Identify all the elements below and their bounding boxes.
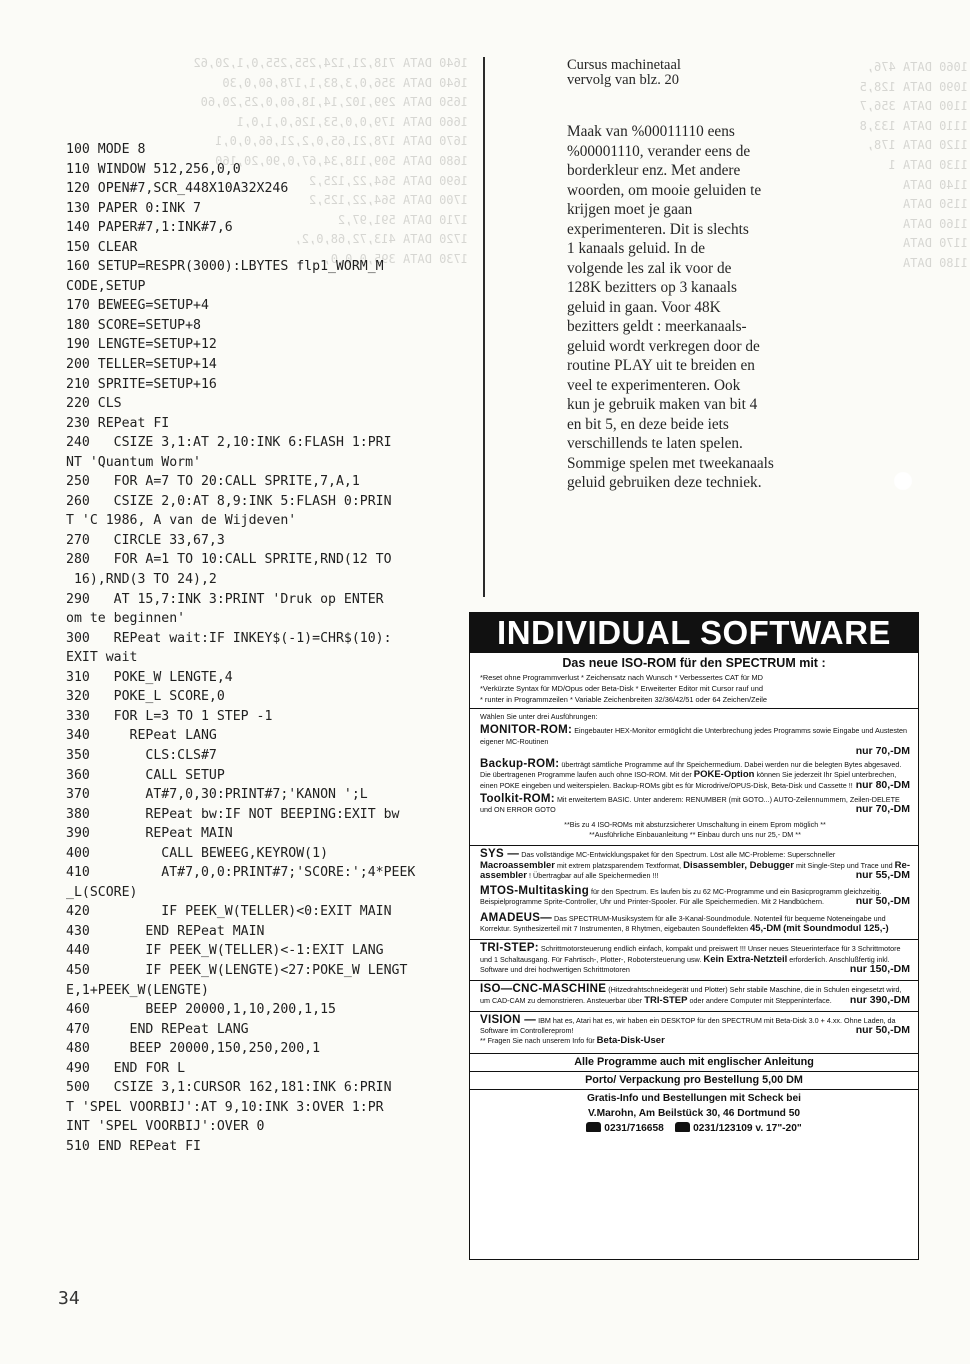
code-line: INT 'SPEL VOORBIJ':OVER 0 <box>66 1119 265 1135</box>
code-line: 130 PAPER 0:INK 7 <box>66 200 201 216</box>
article-line: geluid gebruiken deze techniek. <box>567 474 762 491</box>
ad-item-name: SYS — <box>480 848 520 861</box>
article-line: geluid wordt verkregen door de <box>567 337 760 355</box>
ad-item-text: überträgt sämtliche Programme auf Ihr Speichermedium. Dabei werden nur die belegten Bytes abgesaved. Die übertragenen Programme laufen auch ohne ISO-ROM. Mit der <box>480 760 902 780</box>
code-line: 470 END REPeat LANG <box>66 1021 249 1037</box>
ghost-line: 1690 DATA 564,22,125,2 <box>309 173 468 188</box>
ad-item-name: MTOS-Multitasking <box>480 885 590 898</box>
code-line: 210 SPRITE=SETUP+16 <box>66 376 217 392</box>
ghost-line: 1730 DATA 395,0,0,0, <box>323 251 468 266</box>
article-line: experimenteren. Dit is slechts <box>567 220 749 238</box>
article-line: routine PLAY uit te breiden en <box>567 357 755 374</box>
ad-phone: 0231/716658 <box>604 1122 664 1134</box>
ad-toolkit-note: **Ausführliche Einbauanleitung ** Einbau durch uns nur 25,- DM ** <box>589 829 801 839</box>
code-line: 280 FOR A=1 TO 10:CALL SPRITE,RND(12 TO <box>66 552 392 568</box>
code-line: EXIT wait <box>66 650 138 666</box>
ghost-line: 1100 DATA 356,7 <box>859 99 968 114</box>
ad-item-price: nur 390,-DM <box>849 993 910 1006</box>
article-line: Sommige spelen met tweekanaals <box>567 454 774 472</box>
article-continuation <box>567 58 827 493</box>
article-line: bezitters geldt : meerkanaals- <box>567 318 747 335</box>
code-line: 16),RND(3 TO 24),2 <box>66 572 217 588</box>
code-line: 490 END FOR L <box>66 1060 186 1076</box>
ad-item-name: Toolkit-ROM: <box>480 793 555 806</box>
ghost-line: 1150 DATA <box>902 197 968 212</box>
article-line: veel te experimenteren. Ook <box>567 376 741 394</box>
ghost-line: 1060 DATA 476, <box>866 60 968 74</box>
ghost-line: 1180 DATA <box>902 255 968 270</box>
code-line: 410 AT#7,0,0:PRINT#7;'SCORE:';4*PEEK <box>66 865 416 881</box>
ad-item-highlight: Macroassembler <box>480 859 555 871</box>
ad-section-vision <box>470 1012 918 1049</box>
code-line: 180 SCORE=SETUP+8 <box>66 317 201 333</box>
code-line: 330 FOR L=3 TO 1 STEP -1 <box>66 708 273 724</box>
code-line: 430 END REPeat MAIN <box>66 923 265 939</box>
ad-title: INDIVIDUAL SOFTWARE <box>470 613 918 653</box>
code-line: 150 CLEAR <box>66 239 138 255</box>
ghost-line: 1700 DATA 564,22,125,2 <box>309 193 468 208</box>
code-line: 440 IF PEEK_W(TELLER)<-1:EXIT LANG <box>66 943 384 959</box>
code-line: 370 AT#7,0,30:PRINT#7;'KANON ';L <box>66 787 368 803</box>
ad-item-text: Schrittmotorsteuerung endlich einfach, kompakt und preiswert !!! Unser neues Steuerinterface für 3 Schrittmotore und 1 Schaltausgang. Für Fahrtisch-, Plotter-, Robotersteuerung usw. <box>480 944 901 964</box>
ad-section-tristep <box>470 940 918 977</box>
ad-feature-line: * runter in Programmzeilen * Variable Zeichenbreiten 32/36/42/51 oder 64 Zeichen/Zeile <box>480 695 768 704</box>
ad-item-price: nur 150,-DM <box>849 962 910 975</box>
ad-item-text: (Hitzedrahtschneidegerät und Plotter) Sehr stabile Maschine, die in Schulen eingesetzt wird, um CAD-CAM zu demonstrieren. Ansteuerbar über <box>480 985 902 1005</box>
ghost-line: 1160 DATA <box>902 216 968 231</box>
article-line: geluid in gaan. Voor 48K <box>567 298 721 316</box>
code-line: 230 REPeat FI <box>66 415 170 431</box>
ad-item-text: können Sie jederzeit Ihr Spiel unterbrechen, einen POKE eingeben und weiterspielen. Backup-ROMs gibt es für Microdrive/OPUS-Disk, Beta-Disk und Cassette !! <box>480 770 897 790</box>
ad-item-text: ! Übertragbar auf alle Speichermedien !!! <box>529 870 659 880</box>
code-line: 270 CIRCLE 33,67,3 <box>66 532 225 548</box>
ghost-line: 1120 DATA 178, <box>866 138 968 153</box>
ad-item-highlight: Beta-Disk-User <box>596 1035 665 1047</box>
ghost-line: 1720 DATA 413,72,68,0,2, <box>294 232 468 247</box>
ad-item-text: ** Fragen Sie nach unserem Info für <box>480 1036 595 1046</box>
ad-item-text: Eingebauter HEX-Monitor ermöglicht die Unterbrechung jedes Programms sowie Eingabe und Austesten eigener MC-Routinen <box>480 726 907 746</box>
ad-monitor-rom <box>480 725 910 756</box>
ad-item-price: nur 70,-DM <box>855 746 910 757</box>
ad-section-sys <box>470 846 918 883</box>
code-line: 350 CLS:CLS#7 <box>66 747 217 763</box>
ad-item-text: mit Single-Step und Trace und <box>795 860 893 870</box>
code-line: 110 WINDOW 512,256,0,0 <box>66 161 241 177</box>
ad-footer-phones <box>474 1121 914 1136</box>
article-line: en bit 5, en deze beide iets <box>567 415 729 433</box>
ad-item-name: VISION — <box>480 1013 537 1026</box>
ad-choose-text: Wählen Sie unter drei Ausführungen: <box>480 712 598 721</box>
advertisement-individual-software <box>469 612 919 1260</box>
ad-footer-order-info <box>470 1089 918 1137</box>
article-line: %00001110, verander eens de <box>567 142 751 160</box>
article-line: krijgen moet je gaan <box>567 201 693 218</box>
ghost-line: 1660 DATA 179,0,0,53,126,0,1,0,1 <box>236 114 468 129</box>
code-line: T 'SPEL VOORBIJ':AT 9,10:INK 3:OVER 1:PR <box>66 1099 384 1115</box>
ghost-line: 1130 DATA 1 <box>888 157 968 172</box>
ad-feature-line: *Verkürzte Syntax für MD/Opus oder Beta-Disk * Erweiterter Editor mit Cursor rauf und <box>480 684 763 693</box>
ad-phone: 0231/123109 v. 17"-20" <box>693 1122 802 1134</box>
article-line: borderkleur enz. Met andere <box>567 162 741 179</box>
code-line: 250 FOR A=7 TO 20:CALL SPRITE,7,A,1 <box>66 474 360 490</box>
ad-item-price: nur 50,-DM <box>855 1024 910 1037</box>
ad-section-rom-options <box>470 709 918 842</box>
article-line: 1 kanaals geluid. In de <box>567 240 706 257</box>
code-line: 450 IF PEEK_W(LENGTE)<27:POKE_W LENGT <box>66 962 408 978</box>
article-line: 128K bezitters op 3 kanaals <box>567 279 737 296</box>
article-line: volgende les zal ik voor de <box>567 259 732 277</box>
ad-section-iso-cnc <box>470 981 918 1008</box>
ad-item-price: nur 50,-DM <box>855 895 910 908</box>
ad-item-price: 45,-DM <box>749 923 782 935</box>
ghost-line: 1650 DATA 299,102,14,18,60,0,25,20,60 <box>200 95 468 110</box>
ad-item-name: ISO—CNC-MASCHINE <box>480 983 607 996</box>
telephone-icon <box>586 1122 601 1132</box>
ghost-line: 1140 DATA <box>902 177 968 192</box>
ad-item-text: IBM hat es, Atari hat es, wir haben ein DESKTOP für den SPECTRUM mit Beta-Disk 3.0 + 4.xx. Ohne Laden, da Software im Controllereprom! <box>480 1015 896 1036</box>
code-line: 300 REPeat wait:IF INKEY$(-1)=CHR$(10): <box>66 630 392 646</box>
ad-item-price: nur 80,-DM <box>855 778 910 791</box>
code-line: 240 CSIZE 3,1:AT 2,10:INK 6:FLASH 1:PRI <box>66 435 392 451</box>
code-line: 500 CSIZE 3,1:CURSOR 162,181:INK 6:PRIN <box>66 1080 392 1096</box>
code-line: 400 CALL BEWEEG,KEYROW(1) <box>66 845 329 861</box>
article-line: kun je gebruik maken van bit 4 <box>567 396 758 413</box>
ghost-line: 1090 DATA 128,5 <box>859 79 968 94</box>
code-line: NT 'Quantum Worm' <box>66 454 201 470</box>
ghost-line: 1640 DATA 718,21,124,255,255,0,1,20,62 <box>193 56 468 70</box>
code-line: CODE,SETUP <box>66 278 146 294</box>
ad-item-text: mit extrem platzsparendem Textformat, <box>556 860 682 870</box>
code-line: 340 REPeat LANG <box>66 728 217 744</box>
ad-item-price: (mit Soundmodul 125,-) <box>783 923 889 935</box>
ad-toolkit-note: **Bis zu 4 ISO-ROMs mit absturzsicherer Umschaltung in einem Eprom möglich ** <box>564 819 826 829</box>
article-line: Maak van %00011110 eens <box>567 123 735 140</box>
column-divider <box>483 57 485 597</box>
article-heading: Cursus machinetaal <box>567 57 681 73</box>
article-body <box>567 122 827 493</box>
page-number: 34 <box>58 1288 80 1309</box>
code-line: 120 OPEN#7,SCR_448X10A32X246 <box>66 181 289 197</box>
code-line: 510 END REPeat FI <box>66 1138 201 1154</box>
code-line: 220 CLS <box>66 396 122 412</box>
code-line: 170 BEWEEG=SETUP+4 <box>66 298 209 314</box>
ad-item-highlight: Disassembler, Debugger <box>683 859 794 871</box>
ghost-line: 1680 DATA 509,118,34,67,0,90,20,160 <box>215 153 468 168</box>
ad-item-text: erforderlich. Anschlußfertig inkl. Software und drei hochwertigen Schrittmotoren <box>480 954 890 974</box>
code-line: 380 REPeat bw:IF NOT BEEPING:EXIT bw <box>66 806 400 822</box>
ad-item-price: nur 70,-DM <box>855 803 910 816</box>
code-line: 420 IF PEEK_W(TELLER)<0:EXIT MAIN <box>66 904 392 920</box>
code-line: 360 CALL SETUP <box>66 767 225 783</box>
ad-item-price: nur 55,-DM <box>855 868 910 881</box>
ad-feature-list <box>470 670 918 705</box>
code-line: 100 MODE 8 <box>66 142 146 157</box>
ghost-line: 1110 DATA 133,8 <box>859 118 968 133</box>
ad-item-text: Mit erweitertem BASIC. Unter anderem: RENUMBER (mit GOTO...) AUTO-Zeilennummern, Zeilen-DELETE und ON ERROR GOTO <box>480 795 900 815</box>
ad-item-name: MONITOR-ROM: <box>480 724 573 737</box>
article-subheading: vervolg van blz. 20 <box>567 72 679 88</box>
ad-item-highlight: Kein Extra-Netzteil <box>703 953 788 965</box>
code-line: 160 SETUP=RESPR(3000):LBYTES flp1_WORM_M <box>66 259 384 275</box>
ad-subtitle: Das neue ISO-ROM für den SPECTRUM mit : <box>562 656 826 670</box>
basic-code-listing <box>66 140 466 1156</box>
ghost-line: 1640 DATA 356,0,3,83,1,178,60,0,30 <box>222 75 468 90</box>
ad-item-highlight: POKE-Option <box>693 769 755 781</box>
code-line: 310 POKE_W LENGTE,4 <box>66 669 233 685</box>
code-line: 200 TELLER=SETUP+14 <box>66 357 217 373</box>
ad-footer-address: V.Marohn, Am Beilstück 30, 46 Dortmund 50 <box>587 1107 801 1119</box>
telephone-icon <box>675 1122 690 1132</box>
ghost-line: 1170 DATA <box>902 236 968 251</box>
ad-backup-rom <box>480 759 910 791</box>
print-blemish <box>892 470 914 492</box>
ad-feature-line: *Reset ohne Programmverlust * Zeichensatz nach Wunsch * Verbessertes CAT für MD <box>480 673 764 682</box>
code-line: om te beginnen' <box>66 611 186 627</box>
ad-item-text: Das SPECTRUM-Musiksystem für alle 3-Kanal-Soundmodule. Notenteil für bequeme Noteneingabe und Korrektur. Synthesizerteil mit 7 Instrumenten, 8 Rhytmen, eigebauten Soundeffekten <box>480 913 886 934</box>
ad-toolkit-rom <box>480 794 910 816</box>
ghost-line: 1710 DATA 591,97,2 <box>337 212 468 227</box>
ad-item-name: Backup-ROM: <box>480 758 560 771</box>
ad-item-name: AMADEUS— <box>480 911 553 924</box>
article-line: woorden, om mooie geluiden te <box>567 181 762 199</box>
ad-item-highlight: TRI-STEP <box>644 994 688 1006</box>
code-line: E,1+PEEK_W(LENGTE) <box>66 982 209 998</box>
ad-section-mtos <box>470 883 918 910</box>
ad-footer-postage: Porto/ Verpackung pro Bestellung 5,00 DM <box>470 1071 918 1089</box>
code-line: 190 LENGTE=SETUP+12 <box>66 337 217 353</box>
bleed-through-right <box>818 58 968 274</box>
code-line: 290 AT 15,7:INK 3:PRINT 'Druk op ENTER <box>66 591 384 607</box>
article-line: verschillends te laten spelen. <box>567 435 743 452</box>
ad-footer-english-manual: Alle Programme auch mit englischer Anleitung <box>470 1053 918 1071</box>
ad-item-text: oder andere Computer mit Steppeninterface. <box>689 995 832 1005</box>
ad-section-amadeus <box>470 910 918 937</box>
ad-item-highlight: Re-assembler <box>480 859 910 881</box>
code-line: 480 BEEP 20000,150,250,200,1 <box>66 1041 321 1057</box>
ad-item-text: Das vollständige MC-Entwicklungspaket für den Spectrum. Löst alle MC-Probleme: Superschneller <box>521 850 836 860</box>
ad-footer-order-line: Gratis-Info und Bestellungen mit Scheck bei <box>587 1092 801 1104</box>
code-line: T 'C 1986, A van de Wijdeven' <box>66 513 297 529</box>
code-line: _L(SCORE) <box>66 884 138 900</box>
ad-item-name: TRI-STEP: <box>480 942 539 955</box>
code-line: 320 POKE_L SCORE,0 <box>66 689 225 705</box>
ghost-line: 1670 DATA 178,21,65,0,2,21,66,0,0,1 <box>215 134 468 149</box>
code-line: 460 BEEP 20000,1,10,200,1,15 <box>66 1002 336 1018</box>
code-line: 260 CSIZE 2,0:AT 8,9:INK 5:FLASH 0:PRIN <box>66 493 392 509</box>
code-line: 140 PAPER#7,1:INK#7,6 <box>66 220 233 236</box>
ad-item-text: für den Spectrum. Es laufen bis zu 62 MC-Programme und ein Basicprogramm gleichzeitig. Beispielprogramme Sprite-Controller, Uhr und Printer-Spooler. Für alle Speichermedien. Mit 2 Handbüchern. <box>480 887 882 907</box>
code-line: 390 REPeat MAIN <box>66 826 233 842</box>
